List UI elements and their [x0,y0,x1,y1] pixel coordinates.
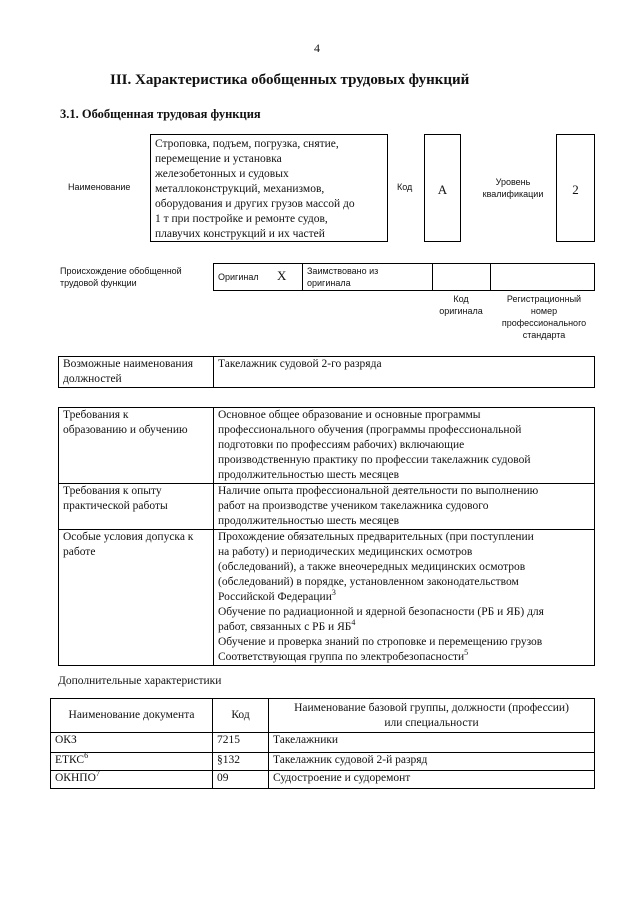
caption-line: стандарта [522,330,566,340]
origin-label [60,265,182,289]
caption-line: номер [530,306,558,316]
name-cell: Такелажники [269,733,595,753]
text-line: продолжительностью шесть месяцев [218,515,400,527]
header-code: Код [213,699,269,733]
name-line: перемещение и установка [155,153,282,165]
function-name-box [150,134,388,242]
text-line: подготовки по профессиям рабочих) включающие [218,439,465,451]
text-line: профессионального обучения (программы профессиональной [218,424,522,436]
subsection-title: 3.1. Обобщенная трудовая функция [60,107,261,121]
origin-divider [490,263,491,291]
text-fragment: Российской Федерации [218,591,332,603]
footnote-ref: 3 [331,588,336,598]
positions-label-line: должностей [63,373,122,385]
name-line: железобетонных и судовых [155,168,289,180]
origin-label-line: Происхождение обобщенной [60,266,182,276]
positions-label [59,357,214,388]
text-line [218,620,590,635]
caption-line: Код [453,294,469,304]
text-line [218,650,590,665]
education-value [214,408,595,484]
code-cell: 7215 [213,733,269,753]
origin-row [213,263,595,291]
header-line: Наименование базовой группы, должности (профессии) [294,701,569,714]
name-line: 1 т при постройке и ремонте судов, [155,213,328,225]
text-line: на работу) и периодических медицинских осмотров [218,546,473,558]
footnote-ref: 6 [84,751,89,761]
education-label [59,408,214,484]
name-cell: Такелажник судовой 2-й разряд [269,753,595,771]
conditions-label [59,530,214,666]
label-line: работе [63,546,96,558]
positions-table [58,356,595,388]
table-header-row [51,699,595,733]
table-row [51,771,595,789]
label-line: Требования к опыту [63,485,162,497]
section-title: III. Характеристика обобщенных трудовых функций [110,72,470,88]
label-line: образованию и обучению [63,424,188,436]
text-line [218,590,590,605]
doc-text: ОКНПО [55,772,96,784]
level-label-line: квалификации [482,189,544,199]
table-row [59,530,595,666]
text-line: Обучение по радиационной и ядерной безопасности (РБ и ЯБ) для [218,606,544,618]
table-row [59,357,595,388]
text-line: Прохождение обязательных предварительных (при поступлении [218,531,534,543]
borrowed-label-line: оригинала [307,278,351,288]
code-cell: §132 [213,753,269,771]
table-row [59,408,595,484]
doc-cell [51,771,213,789]
caption-line: Регистрационный [506,294,582,304]
code-cell: 09 [213,771,269,789]
table-row [51,733,595,753]
label-line: Требования к [63,409,129,421]
text-line: Наличие опыта профессиональной деятельности по выполнению [218,485,539,497]
name-line: плавучих конструкций и их частей [155,228,325,240]
origin-divider [432,263,433,291]
text-fragment: работ, связанных с РБ и ЯБ [218,621,352,633]
name-line: Строповка, подъем, погрузка, снятие, [155,138,339,150]
original-code-caption [432,293,490,317]
text-line: производственную практику по профессии такелажник судовой [218,454,531,466]
code-label: Код [397,182,413,192]
text-fragment: Соответствующая группа по электробезопасности [218,651,465,663]
experience-label [59,484,214,530]
code-value: А [437,182,448,197]
header-document: Наименование документа [51,699,213,733]
borrowed-label [307,265,378,289]
additional-title: Дополнительные характеристики [58,675,222,687]
page-number: 4 [314,41,320,55]
header-line: или специальности [384,716,479,729]
name-line: металлоконструкций, механизмов, [155,183,325,195]
code-value-box [424,134,461,242]
additional-table [50,698,595,789]
positions-value: Такелажник судовой 2-го разряда [214,357,595,388]
borrowed-label-line: Заимствовано из [307,266,379,276]
origin-divider [302,263,303,291]
footnote-ref: 5 [464,648,469,658]
requirements-table [58,407,595,666]
text-line: Обучение и проверка знаний по строповке и перемещению грузов [218,636,543,648]
text-line: Основное общее образование и основные программы [218,409,481,421]
label-line: Особые условия допуска к [63,531,194,543]
table-row [59,484,595,530]
name-line: оборудования и других грузов массой до [155,198,355,210]
name-label: Наименование [68,182,131,192]
registration-caption [492,293,596,341]
text-line: продолжительностью шесть месяцев [218,469,400,481]
level-label [472,176,554,200]
conditions-value [214,530,595,666]
name-cell: Судостроение и судоремонт [269,771,595,789]
label-line: практической работы [63,500,168,512]
text-line: (обследований) в порядке, установленном законодательством [218,576,519,588]
level-label-line: Уровень [495,177,531,187]
doc-cell [51,753,213,771]
level-value: 2 [572,182,579,197]
level-value-box [556,134,595,242]
origin-label-line: трудовой функции [60,278,137,288]
text-line: работ на производстве учеником такелажника судового [218,500,489,512]
footnote-ref: 7 [95,769,100,779]
caption-line: профессионального [501,318,587,328]
header-name [269,699,595,733]
table-row [51,753,595,771]
doc-text: ЕТКС [55,754,85,766]
footnote-ref: 4 [351,618,356,628]
original-label: Оригинал [218,272,259,282]
doc-cell: ОКЗ [51,733,213,753]
experience-value [214,484,595,530]
positions-label-line: Возможные наименования [63,358,194,370]
caption-line: оригинала [439,306,483,316]
text-line: (обследований), а также внеочередных медицинских осмотров [218,561,526,573]
original-mark: X [277,268,287,283]
